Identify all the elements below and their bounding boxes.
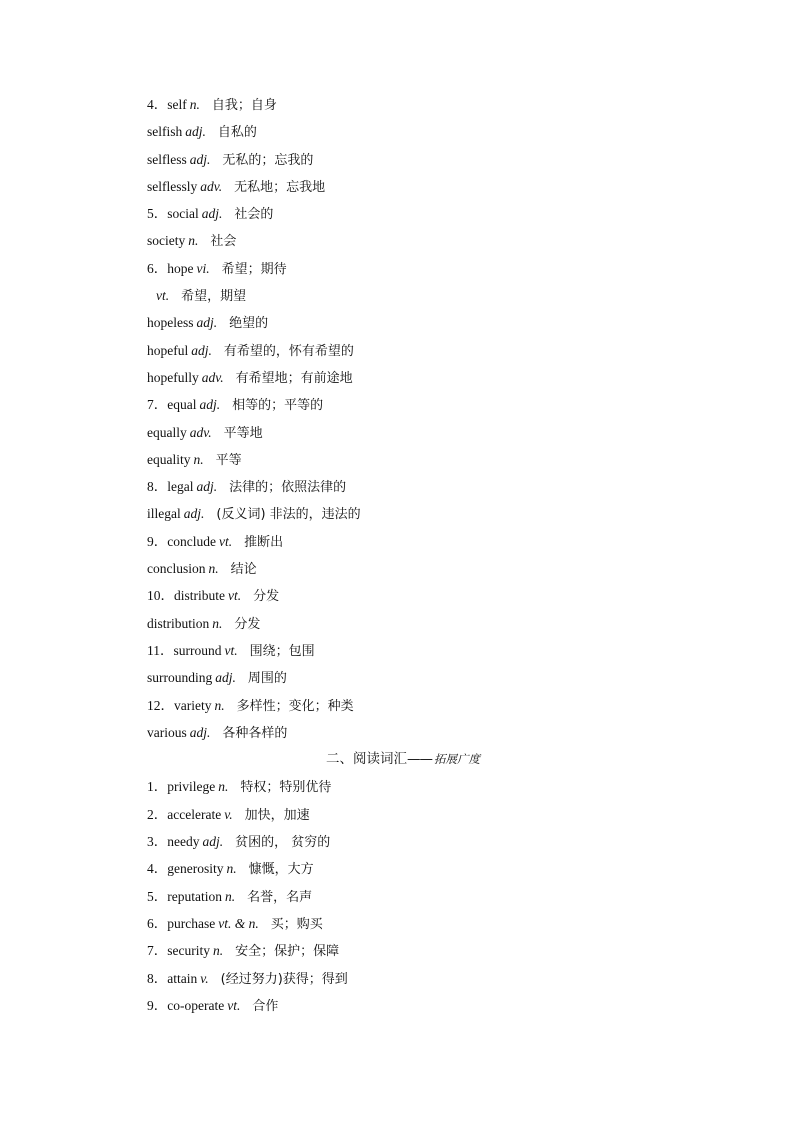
part-of-speech: adj. — [189, 151, 211, 167]
vocab-word: conclusion — [147, 561, 206, 577]
vocab-word: 12．variety — [147, 697, 212, 713]
part-of-speech: adj. — [191, 342, 212, 358]
vocab-entry — [0, 91, 794, 118]
section-heading-main: 二、阅读词汇 — [326, 751, 407, 768]
vocab-word: 7．security — [147, 943, 210, 959]
part-of-speech: vi. — [196, 260, 210, 276]
vocab-entry — [0, 364, 794, 391]
part-of-speech: adj. — [189, 724, 211, 740]
vocab-word: 2．accelerate — [147, 806, 222, 822]
vocab-word: hopeful — [147, 342, 189, 358]
vocab-word: illegal — [147, 506, 181, 522]
vocab-word: 1．privilege — [147, 779, 216, 795]
vocab-word: society — [147, 233, 186, 249]
vocab-meaning: 各种各样的 — [222, 725, 288, 741]
vocab-word: 4．generosity — [147, 861, 224, 877]
vocab-meaning: 平等 — [215, 452, 242, 468]
part-of-speech: n. — [226, 861, 237, 877]
vocab-meaning: 慷慨，大方 — [248, 862, 314, 878]
vocab-entry — [0, 255, 794, 282]
vocab-entry — [0, 883, 794, 910]
vocab-meaning: 分发 — [234, 616, 261, 632]
vocab-entry — [0, 801, 794, 828]
vocab-meaning: 特权；特别优待 — [240, 780, 332, 796]
vocab-meaning: 围绕；包围 — [249, 643, 315, 659]
vocab-word: 4．self — [147, 97, 187, 112]
vocab-meaning: 分发 — [253, 589, 280, 605]
vocab-entry — [0, 910, 794, 937]
vocab-word: 3．needy — [147, 834, 200, 850]
vocab-meaning: 贫困的， 贫穷的 — [235, 835, 331, 851]
vocab-word: equally — [147, 424, 187, 440]
vocab-word: 6．purchase — [147, 915, 216, 931]
vocab-meaning: 合作 — [252, 998, 279, 1014]
vocab-entry — [0, 528, 794, 555]
vocab-word: equality — [147, 451, 191, 467]
vocab-meaning: 社会 — [210, 234, 237, 250]
vocab-entry — [0, 664, 794, 691]
vocab-meaning: 平等地 — [223, 425, 263, 441]
section-heading — [0, 746, 794, 773]
vocab-entry — [0, 500, 794, 527]
vocab-entry — [0, 391, 794, 418]
vocab-entry — [0, 937, 794, 964]
vocab-meaning: 社会的 — [234, 207, 274, 223]
vocabulary-list — [0, 91, 794, 1019]
vocab-meaning: 有希望地；有前途地 — [235, 370, 353, 386]
part-of-speech: n. — [208, 561, 219, 577]
part-of-speech: v. — [200, 970, 209, 986]
vocab-entry — [0, 582, 794, 609]
vocab-word: 6．hope — [147, 260, 194, 276]
part-of-speech: n. — [212, 615, 223, 631]
vocab-word: 8．attain — [147, 970, 198, 986]
part-of-speech: adj. — [183, 506, 205, 522]
vocab-entry — [0, 118, 794, 145]
part-of-speech: vt. — [224, 642, 238, 658]
part-of-speech: n. — [224, 888, 236, 904]
vocab-meaning: 有希望的，怀有希望的 — [223, 343, 354, 359]
vocab-word: selflessly — [147, 178, 198, 194]
section-heading-dash: —— — [407, 751, 432, 768]
vocab-entry — [0, 282, 794, 309]
part-of-speech: adj. — [196, 315, 218, 331]
part-of-speech: adv. — [189, 424, 212, 440]
vocab-word: distribution — [147, 615, 210, 631]
vocab-meaning: 周围的 — [247, 671, 287, 687]
vocab-meaning: 自我；自身 — [211, 98, 277, 113]
part-of-speech: n. — [214, 697, 225, 713]
vocab-meaning: 结论 — [230, 562, 257, 578]
vocab-meaning: 名誉，名声 — [247, 889, 313, 905]
vocab-word: hopefully — [147, 369, 199, 385]
vocab-entry — [0, 200, 794, 227]
vocab-meaning: 多样性；变化；种类 — [236, 698, 354, 714]
vocab-word: hopeless — [147, 315, 194, 331]
part-of-speech: adj. — [202, 834, 224, 850]
vocab-entry — [0, 555, 794, 582]
vocab-meaning: 无私的；忘我的 — [222, 152, 314, 168]
vocab-meaning: 法律的；依照法律的 — [229, 480, 347, 496]
part-of-speech: adj. — [215, 670, 236, 686]
section-heading-sub: 拓展广度 — [434, 752, 480, 767]
vocab-entry — [0, 227, 794, 254]
vocab-word: 11．surround — [147, 642, 222, 658]
vocab-meaning: 相等的；平等的 — [232, 398, 324, 414]
part-of-speech: n. — [188, 233, 199, 249]
vocab-meaning: 加快，加速 — [244, 807, 310, 823]
vocab-entry — [0, 773, 794, 800]
vocab-entry — [0, 473, 794, 500]
vocab-meaning: (反义词) 非法的，违法的 — [216, 507, 361, 523]
vocab-entry — [0, 309, 794, 336]
part-of-speech: n. — [193, 451, 204, 467]
vocab-entry — [0, 173, 794, 200]
vocab-word: selfless — [147, 151, 187, 167]
part-of-speech: adj. — [199, 397, 221, 413]
part-of-speech: n. — [189, 97, 200, 112]
vocab-meaning: 绝望的 — [229, 316, 269, 332]
vocab-entry — [0, 446, 794, 473]
vocab-meaning: 无私地；忘我地 — [234, 179, 326, 195]
vocab-word: 10．distribute — [147, 588, 225, 604]
vocab-entry — [0, 992, 794, 1019]
part-of-speech: n. — [218, 779, 229, 795]
vocab-entry — [0, 965, 794, 992]
vocab-word: various — [147, 724, 187, 740]
vocab-entry — [0, 719, 794, 746]
vocab-word: 8．legal — [147, 479, 194, 495]
vocab-meaning: 买；购买 — [270, 916, 323, 932]
vocab-word: selfish — [147, 124, 183, 140]
vocab-word: 7．equal — [147, 397, 197, 413]
vocab-entry — [0, 692, 794, 719]
vocab-entry — [0, 146, 794, 173]
vocab-entry — [0, 855, 794, 882]
part-of-speech: v. — [224, 806, 233, 822]
vocab-entry — [0, 337, 794, 364]
vocab-meaning: 安全；保护；保障 — [235, 944, 340, 960]
vocab-word: 9．co-operate — [147, 997, 225, 1013]
part-of-speech: adv. — [200, 178, 223, 194]
vocab-word: surrounding — [147, 670, 213, 686]
vocab-entry — [0, 610, 794, 637]
vocab-entry — [0, 828, 794, 855]
vocab-word: 9．conclude — [147, 533, 216, 549]
part-of-speech: vt. & n. — [218, 915, 259, 931]
vocab-meaning: 推断出 — [244, 534, 284, 550]
part-of-speech: adv. — [201, 369, 224, 385]
vocab-meaning: 希望；期待 — [221, 261, 287, 277]
part-of-speech: vt. — [218, 533, 233, 549]
vocab-entry — [0, 637, 794, 664]
part-of-speech: n. — [213, 943, 224, 959]
part-of-speech: vt. — [227, 997, 241, 1013]
vocab-meaning: (经过努力)获得；得到 — [220, 971, 348, 987]
vocab-meaning: 自私的 — [217, 125, 257, 141]
part-of-speech: vt. — [228, 588, 242, 604]
part-of-speech: adj. — [201, 206, 223, 222]
part-of-speech: adj. — [185, 124, 206, 140]
vocab-meaning: 希望，期望 — [181, 289, 247, 305]
part-of-speech: adj. — [196, 479, 218, 495]
vocab-word: 5．social — [147, 206, 199, 222]
part-of-speech: vt. — [156, 288, 170, 304]
vocab-entry — [0, 419, 794, 446]
vocab-word: 5．reputation — [147, 888, 222, 904]
